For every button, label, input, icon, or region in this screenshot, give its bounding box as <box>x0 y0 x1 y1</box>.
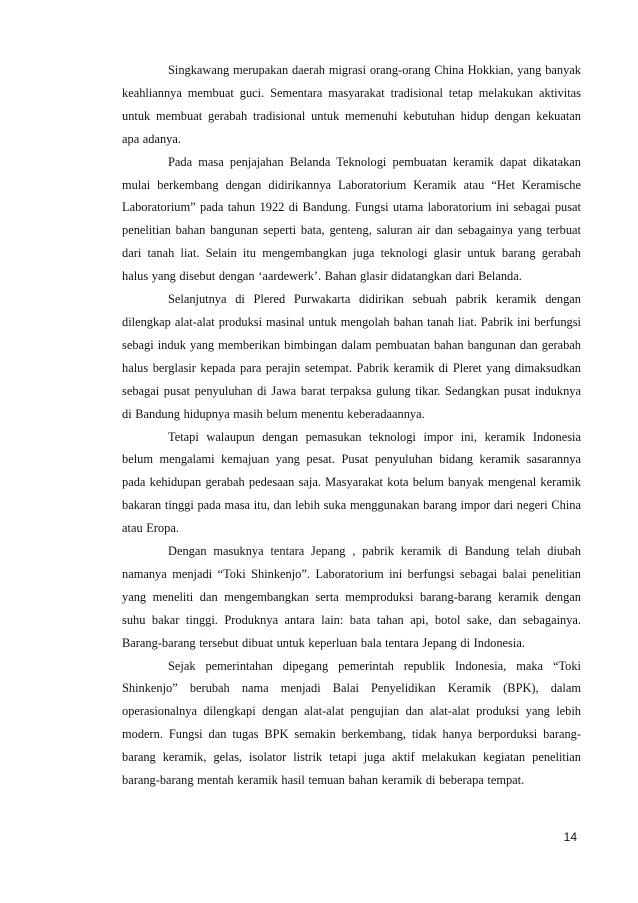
body-text <box>122 59 581 792</box>
paragraph-singkawang: Singkawang merupakan daerah migrasi orang-orang China Hokkian, yang banyak keahliannya membuat guci. Sementara masyarakat tradisional tetap melakukan aktivitas untuk membuat gerabah tradisional untuk memenuhi kebutuhan hidup dengan kekuatan apa adanya. <box>122 63 581 146</box>
paragraph-dutch-colonial-era: Pada masa penjajahan Belanda Teknologi pembuatan keramik dapat dikatakan mulai berkembang dengan didirikannya Laboratorium Keramik atau “Het Keramische Laboratorium” pada tahun 1922 di Bandung. Fungsi utama laboratorium ini sebagai pusat penelitian bahan bangunan seperti bata, genteng, saluran air dan sebagainya yang terbuat dari tanah liat. Selain itu mengembangkan juga teknologi glasir untuk barang gerabah halus yang disebut dengan ‘aardewerk’. Bahan glasir didatangkan dari Belanda. <box>122 154 581 284</box>
paragraph-republic-era: Sejak pemerintahan dipegang pemerintah republik Indonesia, maka “Toki Shinkenjo” berubah nama menjadi Balai Penyelidikan Keramik (BPK), dalam operasionalnya dilengkapi dengan alat-alat pengujian dan alat-alat produksi yang lebih modern. Fungsi dan tugas BPK semakin berkembang, tidak hanya berporduksi barang-barang keramik, gelas, isolator listrik tetapi juga aktif melakukan kegiatan penelitian barang-barang mentah keramik hasil temuan bahan keramik di beberapa tempat. <box>122 658 581 788</box>
paragraph-plered-factory: Selanjutnya di Plered Purwakarta didirikan sebuah pabrik keramik dengan dilengkap alat-alat produksi masinal untuk mengolah bahan tanah liat. Pabrik ini berfungsi sebagi induk yang memberikan bimbingan dalam pembuatan bahan bangunan dan gerabah halus berglasir kepada para perajin setempat. Pabrik keramik di Pleret yang dimaksudkan sebagai pusat penyuluhan di Jawa barat terpaksa gulung tikar. Sedangkan pusat induknya di Bandung hidupnya masih belum menentu keberadaannya. <box>122 292 581 421</box>
page-number: 14 <box>563 830 577 844</box>
paragraph-imported-technology: Tetapi walaupun dengan pemasukan teknologi impor ini, keramik Indonesia belum mengalami kemajuan yang pesat. Pusat penyuluhan bidang keramik sasarannya pada kehidupan gerabah pedesaan saja. Masyarakat kota belum banyak mengenal keramik bakaran tinggi pada masa itu, dan lebih suka menggunakan barang impor dari negeri China atau Eropa. <box>122 429 581 536</box>
paragraph-japanese-occupation: Dengan masuknya tentara Jepang , pabrik keramik di Bandung telah diubah namanya menjadi “Toki Shinkenjo”. Laboratorium ini berfungsi sebagai balai penelitian yang meneliti dan mengembangkan serta memproduksi barang-barang keramik dengan suhu bakar tinggi. Produknya antara lain: bata tahan api, botol sake, dan sebagainya. Barang-barang tersebut dibuat untuk keperluan bala tentara Jepang di Indonesia. <box>122 544 581 650</box>
